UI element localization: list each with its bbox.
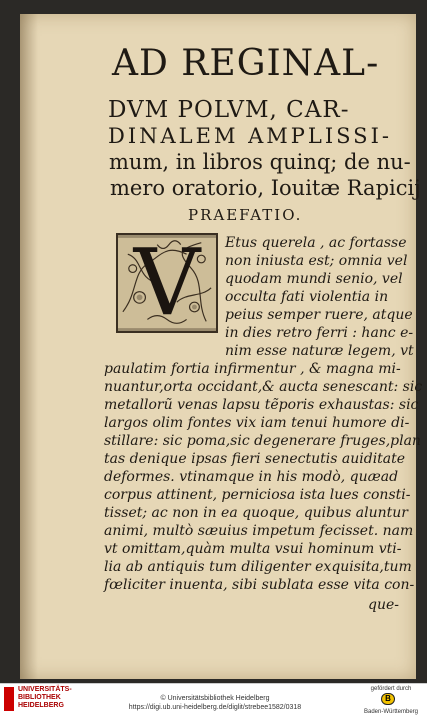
body-line-5: peius semper ruere, atque	[225, 307, 413, 323]
body-line-8: paulatim fortia infirmentur , & magna mi-	[104, 361, 401, 377]
initial-letter: V	[133, 233, 201, 333]
footer-credits	[120, 694, 310, 712]
body-line-4: occulta fati violentia in	[225, 289, 389, 305]
body-line-2: non iniusta est; omnia vel	[225, 253, 408, 269]
funded-by-label: gefördert durch	[370, 686, 412, 692]
library-line-2: BIBLIOTHEK	[18, 694, 61, 701]
decorated-initial	[116, 233, 218, 333]
title-line-3: DINALEM AMPLISSI-	[108, 124, 392, 148]
title-line-2: DVM POLVM, CAR-	[108, 97, 350, 123]
body-line-12: stillare: sic poma,sic degenerare fruges,plan	[104, 433, 421, 449]
body-line-9: nuantur,orta occidant,& aucta senescant: sic	[104, 379, 423, 395]
body-line-17: animi, multò sæuius impetum fecisset. nam	[104, 523, 414, 539]
body-line-20: fœliciter inuenta, sibi sublata esse vita con-	[104, 577, 415, 593]
body-line-18: vt omittam,quàm multa vsui hominum vti-	[104, 541, 402, 557]
body-line-13: tas denique ipsas fieri senectutis auiditate	[104, 451, 406, 467]
funder-name: Baden-Württemberg	[363, 709, 419, 715]
body-line-16: tisset; ac non in ea quoque, quibus aluntur	[104, 505, 408, 521]
copyright-text: © Universitätsbibliothek Heidelberg	[160, 695, 270, 702]
body-line-7: nim esse naturæ legem, vt	[225, 343, 414, 359]
body-line-3: quodam mundi senio, vel	[225, 271, 403, 287]
body-line-6: in dies retro ferri : hanc e-	[225, 325, 414, 341]
body-line-10: metallorũ venas lapsu tẽporis exhaustas: sic	[104, 397, 419, 413]
library-line-3: HEIDELBERG	[18, 702, 64, 709]
baden-wuerttemberg-logo-icon: B	[381, 693, 395, 705]
body-line-11: largos olim fontes vix iam tenui humore di-	[104, 415, 410, 431]
permalink[interactable]: https://digi.ub.uni-heidelberg.de/diglit/strebee1582/0318	[128, 704, 302, 711]
section-heading: PRAEFATIO.	[188, 206, 303, 224]
title-line-5: mero oratorio, Iouitæ Rapicij	[110, 176, 421, 200]
library-line-1: UNIVERSITÄTS-	[18, 686, 72, 693]
body-line-19: lia ab antiquis tum diligenter exquisita,tum	[104, 559, 412, 575]
university-library-logo-icon	[4, 687, 14, 711]
catchword: que-	[368, 597, 399, 613]
book-page	[20, 14, 423, 679]
title-line-4: mum, in libros quinq; de nu-	[109, 150, 411, 174]
library-name	[18, 686, 72, 710]
title-line-1: AD REGINAL-	[112, 43, 380, 84]
body-line-14: deformes. vtinamque in his modò, quæad	[104, 469, 399, 485]
body-line-15: corpus attinent, perniciosa ista lues consti-	[104, 487, 411, 503]
body-line-1: Etus querela , ac fortasse	[225, 235, 407, 251]
